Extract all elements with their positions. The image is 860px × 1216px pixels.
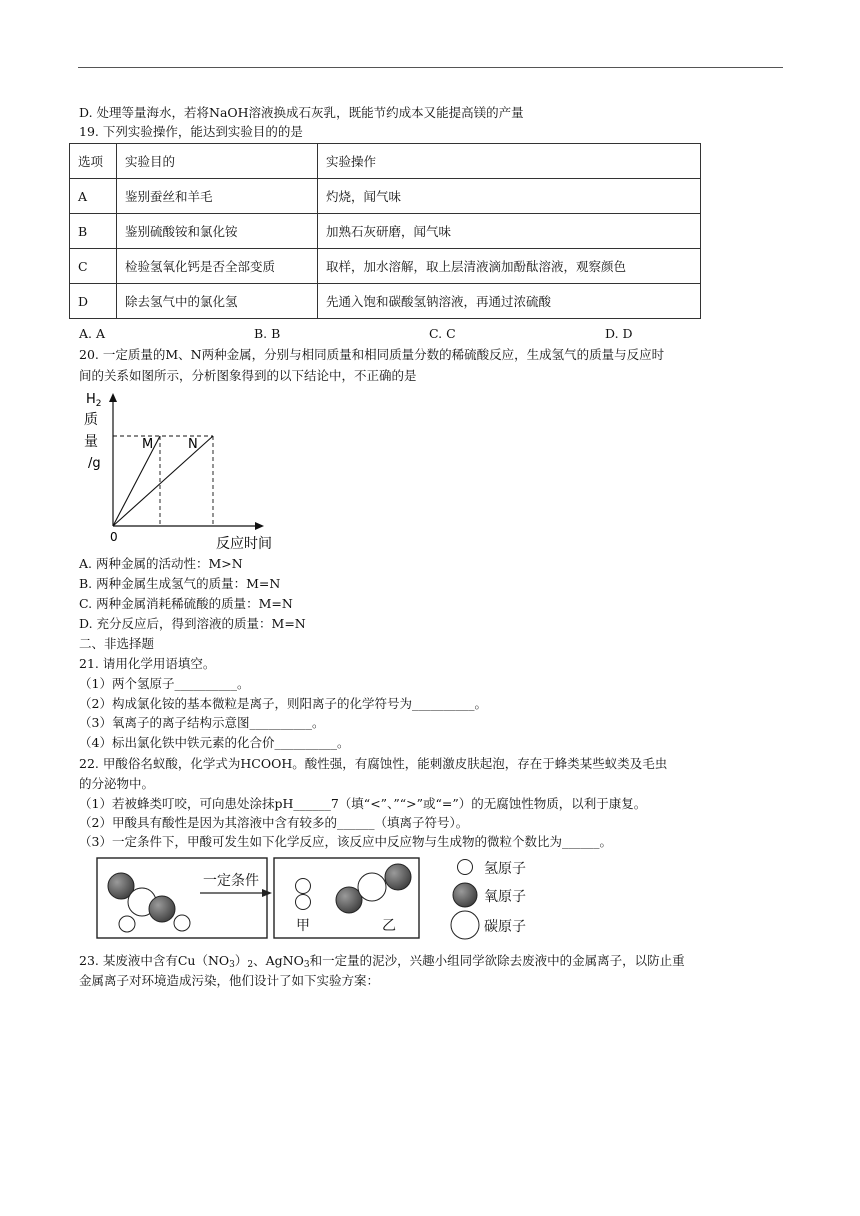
table-cell: 先通入饱和碳酸氢钠溶液，再通过浓硫酸 <box>318 284 701 319</box>
q19-option-d: D. D <box>605 326 633 341</box>
legend-oxygen-icon <box>453 883 477 907</box>
q19-option-b: B. B <box>254 326 281 341</box>
q20-option-a: A. 两种金属的活动性：M>N <box>79 556 243 571</box>
table-cell: 取样，加水溶解，取上层清液滴加酚酞溶液，观察颜色 <box>318 249 701 284</box>
oxygen-atom <box>149 896 175 922</box>
header-cell: 实验目的 <box>117 144 318 179</box>
q20-stem-line1: 20. 一定质量的M、N两种金属，分别与相同质量和相同质量分数的稀硫酸反应，生成氢气的质量与反应时 <box>79 347 665 362</box>
q21-stem: 21. 请用化学用语填空。 <box>79 656 216 671</box>
q22-stem-line2: 的分泌物中。 <box>79 776 155 791</box>
q21-item-2: （2）构成氯化铵的基本微粒是离子，则阳离子的化学符号为__________。 <box>79 696 487 711</box>
table-cell: 鉴别硫酸铵和氯化铵 <box>117 214 318 249</box>
label-n: N <box>188 437 198 452</box>
hydrogen-atom <box>119 916 135 932</box>
header-rule <box>78 67 783 68</box>
hydrogen-atom <box>174 915 190 931</box>
q20-stem-line2: 间的关系如图所示，分析图象得到的以下结论中，不正确的是 <box>79 368 417 383</box>
x-axis-arrow <box>255 522 264 530</box>
q19-table <box>69 143 701 319</box>
header-cell: 实验操作 <box>318 144 701 179</box>
product-label-jia: 甲 <box>296 918 310 934</box>
q23-stem-line1: 23. 某废液中含有$Cu(NO_3)_2$、AgNO$_3$和一定量的泥沙，兴趣小组同学欲除去废液中的金属离子，以防止重 <box>79 953 685 970</box>
table-cell: 除去氢气中的氯化氢 <box>117 284 318 319</box>
table-header-row <box>70 144 701 179</box>
legend-carbon-label: 碳原子 <box>484 919 526 935</box>
table-row <box>70 249 701 284</box>
line-n <box>113 436 213 526</box>
hydrogen-atom <box>296 895 311 910</box>
y-label-h2: $H_2$ <box>86 392 102 409</box>
y-label-1: 质 <box>84 412 98 428</box>
table-cell: B <box>70 214 117 249</box>
y-label-2: 量 <box>84 434 98 450</box>
q20-option-d: D. 充分反应后，得到溶液的质量：M=N <box>79 616 306 631</box>
hydrogen-atom <box>296 879 311 894</box>
label-m: M <box>142 437 154 452</box>
origin-label: 0 <box>110 530 118 544</box>
oxygen-atom <box>385 864 411 890</box>
y-axis-arrow <box>109 393 117 402</box>
q19-option-a: A. A <box>79 326 106 341</box>
q22-item-3: （3）一定条件下，甲酸可发生如下化学反应，该反应中反应物与生成物的微粒个数比为______。 <box>79 834 612 849</box>
carbon-atom <box>358 873 386 901</box>
q21-item-1: （1）两个氢原子__________。 <box>79 676 250 691</box>
table-cell: 鉴别蚕丝和羊毛 <box>117 179 318 214</box>
q22-stem-line1: 22. 甲酸俗名蚁酸，化学式为HCOOH。酸性强，有腐蚀性，能刺激皮肤起泡，存在于蜂类某些蚁类及毛虫 <box>79 756 668 771</box>
table-row <box>70 179 701 214</box>
q20-option-c: C. 两种金属消耗稀硫酸的质量：M=N <box>79 596 293 611</box>
table-cell: 加熟石灰研磨，闻气味 <box>318 214 701 249</box>
legend-hydrogen-icon <box>458 860 473 875</box>
section-heading: 二、非选择题 <box>79 636 155 651</box>
legend-hydrogen-label: 氢原子 <box>484 861 526 877</box>
q19-option-c: C. C <box>429 326 456 341</box>
y-label-sub: 2 <box>95 399 102 409</box>
reaction-condition: 一定条件 <box>203 873 259 889</box>
q22-item-2: （2）甲酸具有酸性是因为其溶液中含有较多的______（填离子符号）。 <box>79 815 469 830</box>
table-row <box>70 214 701 249</box>
header-cell: 选项 <box>70 144 117 179</box>
legend-oxygen-label: 氧原子 <box>484 889 526 905</box>
q22-item-1: （1）若被蜂类叮咬，可向患处涂抹pH______7（填“<”、”“>”或“=”）的无腐蚀性物质，以利于康复。 <box>79 796 647 811</box>
table-cell: D <box>70 284 117 319</box>
x-label: 反应时间 <box>216 536 272 552</box>
product-label-yi: 乙 <box>382 918 396 934</box>
q20-graph <box>78 388 278 553</box>
q21-item-3: （3）氧离子的离子结构示意图__________。 <box>79 715 325 730</box>
table-cell: 灼烧，闻气味 <box>318 179 701 214</box>
q23-stem-line2: 金属离子对环境造成污染，他们设计了如下实验方案： <box>79 973 380 988</box>
table-cell: C <box>70 249 117 284</box>
y-label-3: /g <box>88 456 101 471</box>
table-row <box>70 284 701 319</box>
q18-option-d: D. 处理等量海水，若将NaOH溶液换成石灰乳，既能节约成本又能提高镁的产量 <box>79 105 524 120</box>
table-cell: A <box>70 179 117 214</box>
table-cell: 检验氢氧化钙是否全部变质 <box>117 249 318 284</box>
q22-reaction-diagram <box>96 857 556 941</box>
legend-carbon-icon <box>451 911 479 939</box>
q21-item-4: （4）标出氯化铁中铁元素的化合价__________。 <box>79 735 350 750</box>
q19-stem: 19. 下列实验操作，能达到实验目的的是 <box>79 124 303 139</box>
q20-option-b: B. 两种金属生成氢气的质量：M=N <box>79 576 281 591</box>
